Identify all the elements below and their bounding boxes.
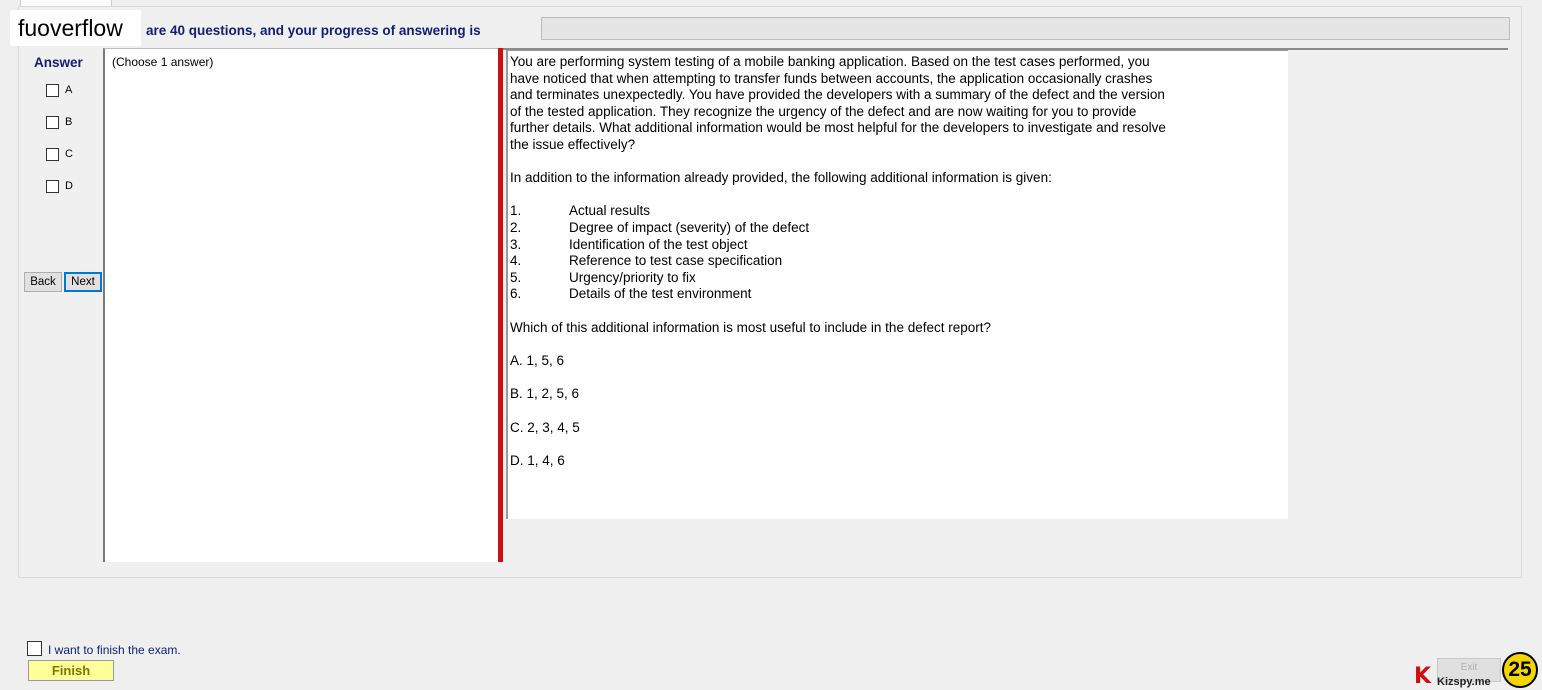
list-item bbox=[510, 270, 1240, 287]
intro-line: the issue effectively? bbox=[510, 136, 636, 152]
progress-bar bbox=[541, 17, 1510, 40]
finish-exam-label: I want to finish the exam. bbox=[48, 643, 181, 657]
option-c-label: C bbox=[65, 148, 73, 160]
option-a-checkbox[interactable] bbox=[46, 84, 59, 97]
choose-panel bbox=[103, 48, 499, 562]
option-d[interactable] bbox=[46, 178, 73, 194]
choice-c: C. 2, 3, 4, 5 bbox=[510, 419, 580, 435]
intro-line: of the tested application. They recognize the urgency of the defect and are now waiting for you to provide bbox=[510, 103, 1137, 119]
question-intro bbox=[510, 54, 1240, 154]
finish-exam-checkbox[interactable] bbox=[27, 641, 42, 656]
option-b-checkbox[interactable] bbox=[46, 116, 59, 129]
list-number: 6. bbox=[510, 286, 522, 302]
option-d-label: D bbox=[65, 180, 73, 192]
option-c-checkbox[interactable] bbox=[46, 148, 59, 161]
intro-line: have noticed that when attempting to transfer funds between accounts, the application occasionally crashes bbox=[510, 70, 1153, 86]
logo-k-icon: K bbox=[1414, 664, 1432, 689]
choice-d: D. 1, 4, 6 bbox=[510, 453, 565, 469]
list-text: Degree of impact (severity) of the defect bbox=[569, 219, 810, 235]
choice-b: B. 1, 2, 5, 6 bbox=[510, 386, 580, 402]
question-box bbox=[506, 50, 1288, 519]
exit-button[interactable]: Exit bbox=[1437, 658, 1501, 682]
question-content bbox=[510, 54, 1240, 487]
logo-text: Kizspy.me bbox=[1437, 676, 1491, 688]
list-item bbox=[510, 286, 1240, 303]
option-a[interactable] bbox=[46, 82, 72, 98]
page-number-badge: 25 bbox=[1502, 652, 1538, 688]
list-number: 1. bbox=[510, 203, 522, 219]
option-d-checkbox[interactable] bbox=[46, 180, 59, 193]
list-number: 2. bbox=[510, 219, 522, 235]
option-b[interactable] bbox=[46, 114, 72, 130]
exam-info-text: are 40 questions, and your progress of answering is bbox=[146, 23, 481, 38]
list-number: 3. bbox=[510, 236, 522, 252]
info-list bbox=[510, 203, 1240, 303]
intro-line: You are performing system testing of a mobile banking application. Based on the test cases performed, you bbox=[510, 54, 1150, 69]
back-button[interactable]: Back bbox=[24, 272, 62, 292]
watermark-label: fuoverflow bbox=[10, 10, 141, 46]
list-item bbox=[510, 203, 1240, 220]
list-number: 5. bbox=[510, 269, 522, 285]
list-item bbox=[510, 237, 1240, 254]
choice-a: A. 1, 5, 6 bbox=[510, 352, 565, 368]
intro-line: and terminates unexpectedly. You have provided the developers with a summary of the defect and the version bbox=[510, 87, 1165, 103]
option-a-label: A bbox=[65, 84, 73, 96]
list-text: Actual results bbox=[569, 203, 651, 219]
list-item bbox=[510, 220, 1240, 237]
list-item bbox=[510, 253, 1240, 270]
list-text: Urgency/priority to fix bbox=[569, 269, 696, 285]
intro-line: further details. What additional information would be most helpful for the developers to investigate and resolve bbox=[510, 120, 1166, 136]
choose-instruction: (Choose 1 answer) bbox=[112, 55, 214, 69]
list-text: Reference to test case specification bbox=[569, 253, 783, 269]
additional-info-text: In addition to the information already provided, the following additional information is given: bbox=[510, 170, 1052, 186]
answer-title: Answer bbox=[34, 55, 83, 70]
option-b-label: B bbox=[65, 116, 73, 128]
list-number: 4. bbox=[510, 253, 522, 269]
finish-button[interactable]: Finish bbox=[28, 660, 114, 681]
list-text: Details of the test environment bbox=[569, 286, 752, 302]
list-text: Identification of the test object bbox=[569, 236, 748, 252]
next-button[interactable]: Next bbox=[64, 272, 102, 292]
option-c[interactable] bbox=[46, 146, 73, 162]
finish-exam-option[interactable] bbox=[27, 640, 181, 657]
question-prompt: Which of this additional information is most useful to include in the defect report? bbox=[510, 319, 992, 335]
